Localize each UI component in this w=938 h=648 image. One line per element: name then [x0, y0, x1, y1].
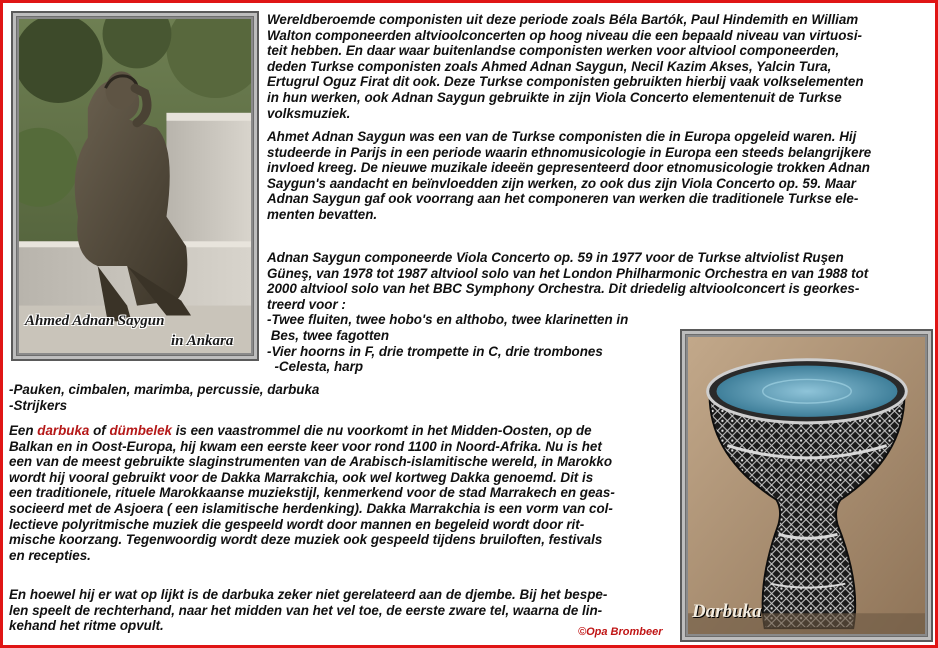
- statue-photo: [19, 19, 251, 353]
- text-line: Güneş, van 1978 tot 1987 altviool solo van het London Philharmonic Orchestra en van 1988 tot: [267, 265, 869, 281]
- statue-photo-frame: [11, 11, 259, 361]
- paragraph-composers: [267, 12, 864, 121]
- text-fragment: is een vaastrommel die nu voorkomt in het Midden-Oosten, op de: [171, 423, 592, 438]
- text-line: Ahmet Adnan Saygun was een van de Turkse componisten die in Europa opgeleid waren. Hij: [267, 129, 857, 144]
- text-line: studeerde in Parijs in een periode waarin ethnomusicologie in Europa een steeds belangrijkere: [267, 144, 872, 160]
- text-line: teit hebben. En daar waar buitenlandse componisten werken voor altviool componeerden,: [267, 43, 840, 59]
- text-line: lectieve polyritmische muziek die gespeeld wordt door mannen en begeleid wordt door rit-: [9, 516, 585, 532]
- statue-caption-name: Ahmed Adnan Saygun: [25, 313, 165, 329]
- text-line: invloed kreeg. De nieuwe muzikale ideeën gepresenteerd door etnomusicologie trokken Adnan: [267, 160, 870, 176]
- orchestration-item: -Vier hoorns in F, drie trompette in C, drie trombones: [267, 343, 603, 359]
- paragraph-saygun-education: [267, 129, 871, 223]
- darbuka-photo-image: [688, 337, 925, 634]
- orchestration-item: -Celesta, harp: [267, 359, 363, 375]
- orchestration-item: Bes, twee fagotten: [267, 327, 390, 343]
- statue-caption-place: in Ankara: [171, 333, 234, 349]
- orchestration-item: -Pauken, cimbalen, marimba, percussie, darbuka: [9, 382, 320, 397]
- text-line: menten bevatten.: [267, 206, 378, 222]
- term-darbuka: darbuka: [37, 423, 90, 438]
- darbuka-photo: [688, 337, 925, 634]
- text-line: len speelt de rechterhand, naar het midden van het vel toe, de eerste zware tel, waarna de lin-: [9, 602, 603, 618]
- text-line: kehand het ritme opvult.: [9, 618, 164, 634]
- orchestration-item: -Twee fluiten, twee hobo's en althobo, twee klarinetten in: [267, 312, 629, 328]
- text-line: Walton componeerden altvioolconcerten op hoog niveau die een bepaald niveau van virtuosi-: [267, 27, 863, 43]
- text-line: en recepties.: [9, 547, 91, 563]
- copyright-credit: ©Opa Brombeer: [578, 626, 663, 638]
- paragraph-darbuka: [9, 423, 615, 563]
- text-line: volksmuziek.: [267, 105, 351, 121]
- text-line: een van de meest gebruikte slaginstrumenten van de Arabisch-islamitische wereld, in Marokko: [9, 454, 613, 470]
- darbuka-caption: Darbuka: [692, 601, 762, 622]
- text-fragment: of: [89, 423, 110, 438]
- text-line: deden Turkse componisten zoals Ahmed Adnan Saygun, Necil Kazim Akses, Yalcin Tura,: [267, 58, 832, 74]
- text-line: Ertugrul Oguz Firat dit ook. Deze Turkse componisten gebruikten hierbij vaak volkselementen: [267, 74, 864, 90]
- text-line: mische koorzang. Tegenwoordig wordt deze muziek ook gespeeld tijdens bruiloften, festivals: [9, 532, 603, 548]
- text-line: Balkan en in Oost-Europa, hij kwam een eerste keer voor rond 1100 in Noord-Afrika. Nu is het: [9, 438, 602, 454]
- paragraph-viola-concerto: [267, 250, 868, 375]
- darbuka-photo-frame: [680, 329, 933, 642]
- orchestration-list-continued: [9, 382, 319, 413]
- text-line: Adnan Saygun gaf ook voorrang aan het componeren van werken die traditionele Turkse ele-: [267, 191, 859, 207]
- text-line: Adnan Saygun componeerde Viola Concerto op. 59 in 1977 voor de Turkse altviolist Ruşen: [267, 250, 844, 265]
- text-line: wordt hij vooral gebruikt voor de Dakka Marrakchia, ook wel kortweg Dakka genoemd. Dit is: [9, 469, 594, 485]
- paragraph-djembe: [9, 587, 607, 634]
- text-fragment: Een: [9, 423, 38, 438]
- term-dumbelek: dümbelek: [109, 423, 172, 438]
- text-line: socieerd met de Asjoera ( een islamitische herdenking). Dakka Marrakchia is een vorm van col-: [9, 500, 613, 516]
- text-line: treerd voor :: [267, 296, 346, 312]
- text-line: 2000 altviool solo van het BBC Symphony Orchestra. Dit driedelig altvioolconcert is georkes-: [267, 281, 860, 297]
- text-line: Saygun's aandacht en beïnvloedden zijn werken, zo ook dus zijn Viola Concerto op. 59. Maar: [267, 175, 857, 191]
- statue-photo-image: [19, 19, 251, 353]
- text-line: een traditionele, rituele Marokkaanse muziekstijl, kenmerkend voor de stad Marrakech en geas-: [9, 485, 615, 501]
- text-line: [9, 423, 615, 439]
- text-line: En hoewel hij er wat op lijkt is de darbuka zeker niet gerelateerd aan de djembe. Bij het bespe-: [9, 587, 608, 602]
- text-line: Wereldberoemde componisten uit deze periode zoals Béla Bartók, Paul Hindemith en William: [267, 12, 859, 27]
- orchestration-item: -Strijkers: [9, 397, 68, 413]
- text-line: in hun werken, ook Adnan Saygun gebruikte in zijn Viola Concerto elementenuit de Turkse: [267, 89, 842, 105]
